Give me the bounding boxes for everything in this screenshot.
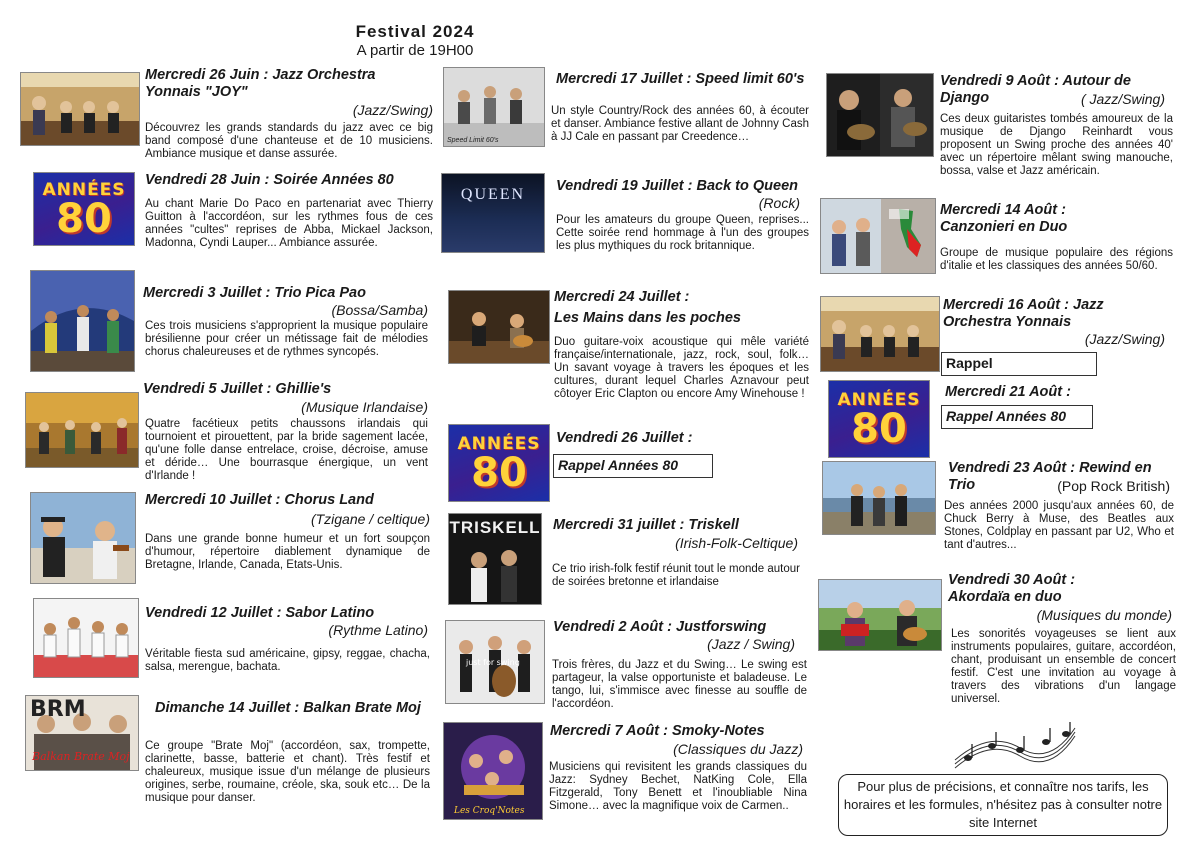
- festival-title: Festival 2024: [355, 22, 475, 41]
- svg-text:Balkan Brate Moj: Balkan Brate Moj: [32, 750, 130, 763]
- autour-de-django-photo: [826, 73, 934, 157]
- event-title: Vendredi 12 Juillet : Sabor Latino: [145, 605, 375, 621]
- annees-80-logo: ANNÉES 80: [448, 424, 550, 502]
- justforswing-photo: [445, 620, 545, 704]
- festival-subtitle: A partir de 19H00: [356, 42, 474, 59]
- event-description: Pour les amateurs du groupe Queen, reprises... Cette soirée rend hommage à l'un des groupes les plus mythiques du rock britannique.: [556, 214, 809, 252]
- event-genre: (Pop Rock British): [1057, 478, 1170, 494]
- event-genre: (Bossa/Samba): [331, 302, 428, 318]
- canzonieri-photo: [820, 198, 936, 274]
- annees-80-logo: ANNÉES 80: [828, 380, 930, 458]
- event-description: Un style Country/Rock des années 60, à écouter et danser. Ambiance festive allant de Johnny Cash à JJ Cale en passant par Creedence…: [551, 105, 809, 143]
- event-title: Mercredi 26 Juin : Jazz Orchestra Yonnais "JOY": [145, 67, 376, 100]
- event-title: Mercredi 16 Août : Jazz Orchestra Yonnais: [943, 297, 1104, 330]
- event-description: Ces deux guitaristes tombés amoureux de la musique de Django Reinhardt vous proposent un Swing proche des années 40' avec un répertoire mêlant swing manouche, bossa, valse et Jazz américain.: [940, 113, 1173, 177]
- event-genre: (Jazz / Swing): [707, 636, 795, 652]
- event-description: Les sonorités voyageuses se lient aux instruments populaires, guitare, accordéon, chant, produisant un ensemble de concert festif. C'est une invitation au voyage à travers des vibrations d'un langage universel.: [951, 628, 1176, 705]
- event-title: Mercredi 21 Août :: [945, 384, 1071, 400]
- event-title: Vendredi 9 Août : Autour de Django: [940, 73, 1131, 106]
- event-title: Vendredi 28 Juin : Soirée Années 80: [145, 172, 394, 188]
- event-genre: (Rythme Latino): [328, 622, 428, 638]
- event-description: Véritable fiesta sud américaine, gipsy, reggae, chacha, salsa, merengue, bachata.: [145, 648, 430, 673]
- smoky-notes-photo: [443, 722, 543, 820]
- event-title: Vendredi 30 Août : Akordaïa en duo: [948, 572, 1076, 605]
- rewind-en-trio-photo: [822, 461, 936, 535]
- event-title: Mercredi 14 Août : Canzonieri en Duo: [940, 202, 1068, 235]
- event-genre: (Musique Irlandaise): [301, 399, 428, 415]
- event-description: Duo guitare-voix acoustique qui mêle variété française/internationale, jazz, rock, soul, folk… Un savant voyage à travers les époques et les cultures, durant lequel Charles Aznavour peut côtoyer Eric Clapton ou encore Amy Winehouse !: [554, 336, 809, 400]
- event-title: Vendredi 26 Juillet :: [556, 430, 693, 446]
- event-genre: (Musiques du monde): [1036, 607, 1172, 623]
- trio-pica-pao-photo: [30, 270, 135, 372]
- event-description: Ce trio irish-folk festif réunit tout le monde autour de soirées bretonne et irlandaise: [552, 563, 801, 588]
- event-genre: ( Jazz/Swing): [1080, 91, 1165, 107]
- music-notes-icon: [950, 720, 1080, 770]
- svg-text:BRM: BRM: [30, 697, 86, 722]
- event-description: Au chant Marie Do Paco en partenariat avec Thierry Guitton à l'accordéon, sur les rythmes fous de ces années "cultes" reprises de Abba, Mickael Jackson, Madonna, Cyndi Lauper... Ambiance assurée.: [145, 198, 433, 249]
- event-description: Quatre facétieux petits chaussons irlandais qui tournoient et pirouettent, par la bride sagement lacée, qu'une folle danse entrelace, croise, décroise, amuse et déride… Une bourrasque énergique, un vent d'Irlande !: [145, 418, 428, 482]
- ghillies-photo: [25, 392, 139, 468]
- event-name: Les Mains dans les poches: [554, 310, 741, 326]
- svg-text:just for swing: just for swing: [466, 658, 520, 667]
- event-genre: (Jazz/Swing): [1084, 331, 1165, 347]
- event-genre: (Classiques du Jazz): [673, 741, 803, 757]
- event-description: Trois frères, du Jazz et du Swing… Le swing est partageur, la valse opportuniste et baladeuse. Le tango, lui, s'immisce avec finesse au souffle de l'accordéon.: [552, 659, 807, 710]
- balkan-brate-moj-logo: [25, 695, 139, 771]
- event-title: Vendredi 2 Août : Justforswing: [553, 619, 767, 635]
- event-title: Mercredi 24 Juillet :: [554, 289, 690, 305]
- event-genre: (Rock): [758, 195, 800, 211]
- event-title: Dimanche 14 Juillet : Balkan Brate Moj: [155, 700, 421, 716]
- rappel-box: Rappel: [941, 352, 1097, 376]
- event-description: Découvrez les grands standards du jazz avec ce big band composé d'une chanteuse et de 10 musiciens. Ambiance musique et danse assurée.: [145, 122, 433, 160]
- speed-limit-photo: [443, 67, 545, 147]
- rappel-box: Rappel Années 80: [941, 405, 1093, 429]
- event-description: Des années 2000 jusqu'aux années 60, de Chuck Berry à Muse, des Beatles aux Stones, Coldplay en passant par U2, Who et tant d'autres...: [944, 500, 1174, 551]
- jazz-orchestra-photo: [20, 72, 140, 146]
- event-genre: (Irish-Folk-Celtique): [675, 535, 798, 551]
- svg-text:Speed Limit 60's: Speed Limit 60's: [447, 137, 499, 144]
- jazz-orchestra-photo: [820, 296, 940, 372]
- rappel-box: Rappel Années 80: [553, 454, 713, 478]
- annees-80-logo: ANNÉES 80: [33, 172, 135, 246]
- triskell-photo: TRISKELL: [448, 513, 542, 605]
- sabor-latino-photo: [33, 598, 139, 678]
- event-title: Vendredi 23 Août : Rewind en Trio: [948, 460, 1152, 493]
- event-description: Ce groupe "Brate Moj" (accordéon, sax, trompette, clarinette, basse, batterie et chant). Très festif et chaleureux, musique issue d'un mélange de plusieurs origines, serbe, roumaine, créole, ska, souk etc… De la musique pour danser.: [145, 740, 430, 804]
- event-description: Ces trois musiciens s'approprient la musique populaire brésilienne pour créer un métissage fait de mélodies chorus chaleureuses et de rythmes syncopés.: [145, 320, 428, 358]
- festival-header: [330, 22, 500, 59]
- event-title: Vendredi 5 Juillet : Ghillie's: [143, 381, 332, 397]
- event-title: Mercredi 3 Juillet : Trio Pica Pao: [143, 285, 366, 301]
- event-title: Mercredi 17 Juillet : Speed limit 60's: [556, 71, 805, 87]
- svg-text:Les Croq'Notes: Les Croq'Notes: [454, 806, 525, 816]
- les-mains-photo: [448, 290, 550, 364]
- event-genre: (Jazz/Swing): [352, 102, 433, 118]
- event-description: Dans une grande bonne humeur et un fort soupçon d'humour, répertoire diablement dynamique de Bretagne, Irlande, Canada, Etats-Unis.: [145, 533, 430, 571]
- event-title: Mercredi 10 Juillet : Chorus Land: [145, 492, 374, 508]
- chorus-land-photo: [30, 492, 136, 584]
- back-to-queen-photo: QUEEN: [441, 173, 545, 253]
- event-title: Vendredi 19 Juillet : Back to Queen: [556, 178, 799, 194]
- event-description: Groupe de musique populaire des régions d'italie et les classiques des années 50/60.: [940, 247, 1173, 272]
- event-description: Musiciens qui revisitent les grands classiques du Jazz: Sydney Bechet, NatKing Cole, Ella Fitzgerald, Tony Benett et l'inoubliable Nina Simone… avec la magnifique voix de Carmen..: [549, 761, 807, 812]
- akordaia-photo: [818, 579, 942, 651]
- event-title: Mercredi 31 juillet : Triskell: [553, 517, 739, 533]
- event-title: Mercredi 7 Août : Smoky-Notes: [550, 723, 765, 739]
- event-genre: (Tzigane / celtique): [310, 511, 430, 527]
- contact-info-box: Pour plus de précisions, et connaître nos tarifs, les horaires et les formules, n'hésitez pas à consulter notre site Internet: [838, 774, 1168, 836]
